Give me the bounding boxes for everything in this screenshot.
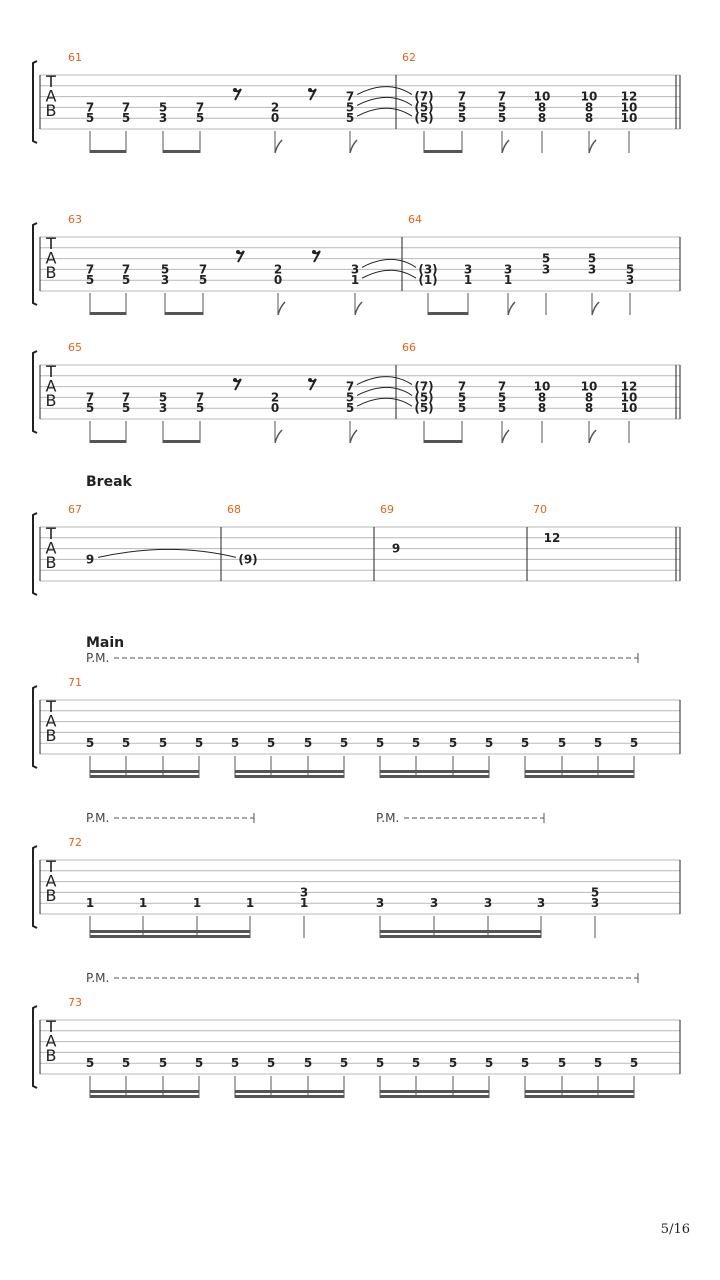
fret-number: 3: [158, 111, 168, 126]
fret-number: 9: [85, 552, 95, 567]
tie-arc: [357, 387, 412, 395]
note-beam: [165, 312, 203, 315]
fret-number: 5: [194, 736, 204, 751]
fret-number: 5: [85, 111, 95, 126]
palm-mute-label: P.M.: [376, 811, 400, 825]
palm-mute-label: P.M.: [86, 811, 110, 825]
fret-number: 3: [375, 896, 385, 911]
fret-number: 10: [580, 89, 598, 104]
fret-number: 3: [299, 885, 309, 900]
tab-system-6: [33, 811, 680, 938]
fret-number: 5: [85, 1056, 95, 1071]
fret-number: 5: [497, 401, 507, 416]
fret-number: (7): [414, 89, 434, 104]
fret-number: 5: [266, 1056, 276, 1071]
tab-clef-a: A: [45, 538, 57, 558]
tab-system-7: [33, 971, 680, 1098]
fret-number: 8: [537, 390, 547, 405]
fret-number: 5: [121, 111, 131, 126]
fret-number: 8: [584, 401, 594, 416]
section-label: Break: [86, 474, 132, 490]
measure-number: 68: [227, 503, 241, 516]
measure-number: 71: [68, 676, 82, 689]
note-beam-secondary: [380, 770, 489, 773]
fret-number: 8: [537, 111, 547, 126]
fret-number: 5: [448, 1056, 458, 1071]
fret-number: 5: [345, 401, 355, 416]
fret-number: 7: [121, 390, 131, 405]
fret-number: 3: [160, 273, 170, 288]
note-beam: [428, 312, 468, 315]
fret-number: 2: [270, 390, 280, 405]
note-beam-secondary: [525, 770, 634, 773]
fret-number: 10: [620, 111, 638, 126]
fret-number: 3: [625, 273, 635, 288]
fret-number: 5: [158, 1056, 168, 1071]
fret-number: 10: [620, 390, 638, 405]
note-beam: [90, 312, 126, 315]
fret-number: 7: [497, 89, 507, 104]
fret-number: 7: [195, 100, 205, 115]
eighth-rest-dot: [308, 88, 312, 92]
tab-clef-t: T: [46, 234, 56, 253]
fret-number: 5: [457, 100, 467, 115]
tab-clef-b: B: [45, 391, 57, 411]
fret-number: 2: [273, 262, 283, 277]
fret-number: 7: [195, 390, 205, 405]
fret-number: 2: [270, 100, 280, 115]
fret-number: 7: [345, 89, 355, 104]
fret-number: 3: [483, 896, 493, 911]
measure-number: 70: [533, 503, 547, 516]
tab-clef-b: B: [45, 553, 57, 573]
note-beam: [90, 775, 199, 778]
note-flag: [592, 302, 599, 315]
fret-number: 1: [245, 896, 255, 911]
palm-mute-label: P.M.: [86, 651, 110, 665]
note-beam: [90, 935, 250, 938]
tie-arc: [357, 398, 412, 406]
fret-number: 5: [345, 111, 355, 126]
note-beam: [163, 150, 200, 153]
fret-number: 8: [584, 390, 594, 405]
tie-arc: [98, 549, 236, 557]
note-beam: [235, 775, 344, 778]
page-number: 5/16: [660, 1222, 690, 1237]
fret-number: 5: [541, 251, 551, 266]
fret-number: 1: [138, 896, 148, 911]
system-bracket: [33, 1006, 37, 1088]
fret-number: 5: [85, 736, 95, 751]
note-beam: [380, 775, 489, 778]
measure-number: 73: [68, 996, 82, 1009]
note-beam-secondary: [380, 930, 541, 933]
fret-number: 5: [303, 736, 313, 751]
tab-clef-b: B: [45, 726, 57, 746]
note-flag: [589, 140, 596, 153]
fret-number: (3): [418, 262, 438, 277]
note-beam: [380, 935, 541, 938]
fret-number: 3: [463, 262, 473, 277]
system-bracket: [33, 351, 37, 433]
fret-number: 5: [448, 736, 458, 751]
fret-number: 8: [584, 100, 594, 115]
note-beam: [90, 1095, 199, 1098]
fret-number: 5: [593, 736, 603, 751]
fret-number: 10: [533, 89, 551, 104]
tab-clef-t: T: [46, 362, 56, 381]
measure-number: 61: [68, 51, 82, 64]
fret-number: 5: [121, 736, 131, 751]
fret-number: 5: [593, 1056, 603, 1071]
system-bracket: [33, 61, 37, 143]
fret-number: 5: [625, 262, 635, 277]
fret-number: (5): [414, 390, 434, 405]
fret-number: 5: [375, 1056, 385, 1071]
fret-number: 3: [350, 262, 360, 277]
fret-number: 5: [339, 1056, 349, 1071]
eighth-rest-dot: [233, 378, 237, 382]
measure-number: 69: [380, 503, 394, 516]
fret-number: 10: [620, 401, 638, 416]
fret-number: 3: [503, 262, 513, 277]
measure-number: 62: [402, 51, 416, 64]
fret-number: 12: [620, 89, 638, 104]
tab-clef-t: T: [46, 697, 56, 716]
tie-arc: [357, 97, 412, 105]
fret-number: 5: [557, 736, 567, 751]
tab-system-1: [33, 51, 680, 153]
fret-number: 5: [484, 1056, 494, 1071]
fret-number: 7: [198, 262, 208, 277]
fret-number: 7: [121, 100, 131, 115]
note-flag: [355, 302, 362, 315]
note-flag: [502, 140, 509, 153]
system-bracket: [33, 223, 37, 305]
fret-number: 3: [541, 262, 551, 277]
measure-number: 66: [402, 341, 416, 354]
eighth-rest-dot: [236, 250, 240, 254]
fret-number: 7: [497, 379, 507, 394]
tie-arc: [357, 87, 412, 95]
tab-system-5: [33, 635, 680, 778]
note-beam-secondary: [90, 1090, 199, 1093]
eighth-rest-dot: [312, 250, 316, 254]
fret-number: 5: [158, 390, 168, 405]
note-beam: [525, 1095, 634, 1098]
tab-clef-a: A: [45, 248, 57, 268]
measure-number: 65: [68, 341, 82, 354]
note-flag: [502, 430, 509, 443]
fret-number: 5: [345, 390, 355, 405]
note-flag: [350, 140, 357, 153]
fret-number: 1: [350, 273, 360, 288]
fret-number: 3: [158, 401, 168, 416]
fret-number: 7: [85, 100, 95, 115]
fret-number: 8: [537, 401, 547, 416]
tab-clef-a: A: [45, 376, 57, 396]
fret-number: 7: [85, 390, 95, 405]
fret-number: 5: [520, 1056, 530, 1071]
fret-number: (5): [414, 111, 434, 126]
fret-number: 0: [270, 111, 280, 126]
note-flag: [508, 302, 515, 315]
fret-number: 9: [391, 541, 401, 556]
fret-number: 5: [457, 390, 467, 405]
tab-clef-a: A: [45, 86, 57, 106]
fret-number: 5: [339, 736, 349, 751]
fret-number: 3: [590, 896, 600, 911]
measure-number: 72: [68, 836, 82, 849]
fret-number: 8: [537, 100, 547, 115]
fret-number: 5: [121, 401, 131, 416]
fret-number: 5: [457, 111, 467, 126]
tab-clef-b: B: [45, 101, 57, 121]
tab-clef-t: T: [46, 857, 56, 876]
tab-clef-t: T: [46, 1017, 56, 1036]
fret-number: 5: [557, 1056, 567, 1071]
fret-number: 5: [411, 736, 421, 751]
fret-number: 5: [303, 1056, 313, 1071]
fret-number: 7: [85, 262, 95, 277]
tab-clef-b: B: [45, 886, 57, 906]
fret-number: 5: [590, 885, 600, 900]
note-beam: [235, 1095, 344, 1098]
eighth-rest-dot: [233, 88, 237, 92]
system-bracket: [33, 513, 37, 595]
note-beam-secondary: [380, 1090, 489, 1093]
fret-number: 10: [620, 100, 638, 115]
fret-number: (5): [414, 100, 434, 115]
fret-number: 7: [345, 379, 355, 394]
fret-number: (7): [414, 379, 434, 394]
tab-clef-a: A: [45, 871, 57, 891]
note-beam-secondary: [525, 1090, 634, 1093]
fret-number: 5: [160, 262, 170, 277]
fret-number: (9): [238, 552, 258, 567]
note-beam-secondary: [235, 770, 344, 773]
note-flag: [278, 302, 285, 315]
note-flag: [350, 430, 357, 443]
fret-number: 12: [620, 379, 638, 394]
tab-system-4: [33, 474, 680, 595]
tab-clef-a: A: [45, 711, 57, 731]
fret-number: 5: [497, 100, 507, 115]
tie-arc: [362, 270, 416, 278]
fret-number: 5: [195, 401, 205, 416]
fret-number: 1: [463, 273, 473, 288]
tab-system-3: [33, 341, 680, 443]
fret-number: 5: [85, 273, 95, 288]
fret-number: 3: [429, 896, 439, 911]
fret-number: 5: [587, 251, 597, 266]
tab-clef-b: B: [45, 263, 57, 283]
note-flag: [275, 140, 282, 153]
note-beam: [90, 150, 126, 153]
fret-number: 8: [584, 111, 594, 126]
fret-number: 5: [158, 736, 168, 751]
fret-number: 5: [158, 100, 168, 115]
fret-number: 7: [457, 89, 467, 104]
tab-clef-b: B: [45, 1046, 57, 1066]
fret-number: 5: [629, 1056, 639, 1071]
tab-clef-t: T: [46, 72, 56, 91]
system-bracket: [33, 686, 37, 768]
measure-number: 63: [68, 213, 82, 226]
note-beam: [163, 440, 200, 443]
note-beam-secondary: [90, 770, 199, 773]
fret-number: 5: [85, 401, 95, 416]
tie-arc: [362, 259, 416, 267]
measure-number: 64: [408, 213, 422, 226]
tie-arc: [357, 108, 412, 116]
tab-clef-t: T: [46, 524, 56, 543]
fret-number: 5: [198, 273, 208, 288]
fret-number: 1: [503, 273, 513, 288]
measure-number: 67: [68, 503, 82, 516]
tab-system-2: [33, 213, 680, 315]
fret-number: 5: [121, 273, 131, 288]
fret-number: 5: [345, 100, 355, 115]
fret-number: 5: [484, 736, 494, 751]
note-beam: [380, 1095, 489, 1098]
fret-number: 5: [497, 390, 507, 405]
fret-number: (1): [418, 273, 438, 288]
fret-number: 5: [230, 736, 240, 751]
fret-number: 10: [533, 379, 551, 394]
note-beam-secondary: [90, 930, 250, 933]
fret-number: 5: [195, 111, 205, 126]
fret-number: 5: [411, 1056, 421, 1071]
eighth-rest-dot: [308, 378, 312, 382]
fret-number: 5: [121, 1056, 131, 1071]
note-flag: [275, 430, 282, 443]
section-label: Main: [86, 635, 125, 651]
fret-number: 0: [270, 401, 280, 416]
fret-number: 5: [194, 1056, 204, 1071]
fret-number: 5: [230, 1056, 240, 1071]
fret-number: 3: [587, 262, 597, 277]
note-beam: [424, 150, 462, 153]
fret-number: 1: [192, 896, 202, 911]
fret-number: 1: [299, 896, 309, 911]
note-beam: [424, 440, 462, 443]
fret-number: 5: [457, 401, 467, 416]
fret-number: 1: [85, 896, 95, 911]
fret-number: 5: [375, 736, 385, 751]
fret-number: 7: [121, 262, 131, 277]
fret-number: 10: [580, 379, 598, 394]
note-flag: [589, 430, 596, 443]
note-beam: [90, 440, 126, 443]
fret-number: 12: [543, 530, 561, 545]
fret-number: 5: [520, 736, 530, 751]
system-bracket: [33, 846, 37, 928]
fret-number: 0: [273, 273, 283, 288]
tab-clef-a: A: [45, 1031, 57, 1051]
fret-number: (5): [414, 401, 434, 416]
fret-number: 7: [457, 379, 467, 394]
fret-number: 5: [629, 736, 639, 751]
note-beam-secondary: [235, 1090, 344, 1093]
note-beam: [525, 775, 634, 778]
fret-number: 5: [266, 736, 276, 751]
palm-mute-label: P.M.: [86, 971, 110, 985]
tie-arc: [357, 377, 412, 385]
fret-number: 5: [497, 111, 507, 126]
fret-number: 3: [536, 896, 546, 911]
